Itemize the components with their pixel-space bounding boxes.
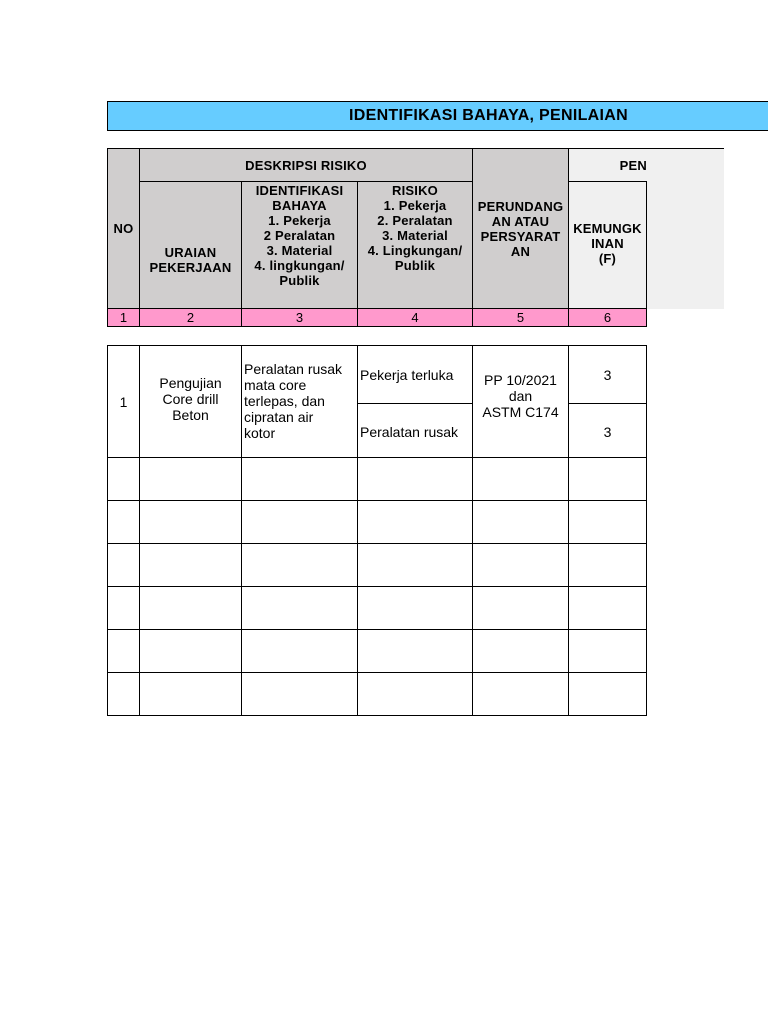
header-risiko-line: 1. Pekerja <box>383 198 447 213</box>
header-perundangan <box>472 148 569 309</box>
row-perundangan-line: ASTM C174 <box>482 403 559 420</box>
row-uraian-line: Beton <box>172 406 209 423</box>
row-perundangan <box>472 345 569 458</box>
empty-cell <box>139 500 242 544</box>
empty-cell <box>241 543 358 587</box>
empty-cell <box>357 672 473 716</box>
empty-cell <box>107 543 140 587</box>
row-bahaya-line: terlepas, dan <box>244 393 325 409</box>
header-bahaya-line: BAHAYA <box>272 198 327 213</box>
empty-cell <box>472 543 569 587</box>
row-uraian-line: Core drill <box>162 390 219 407</box>
empty-cell <box>357 500 473 544</box>
column-number-text: 1 <box>119 310 128 325</box>
empty-cell <box>241 586 358 630</box>
empty-cell <box>107 500 140 544</box>
header-kemungkinan-line: INAN <box>591 236 624 251</box>
header-deskripsi-risiko <box>139 148 473 182</box>
header-uraian-pekerjaan <box>139 181 242 309</box>
header-risiko-line: RISIKO <box>392 183 438 198</box>
row-kemungkinan-text: 3 <box>603 367 612 383</box>
empty-cell <box>568 543 647 587</box>
row-bahaya-line: mata core <box>244 377 307 393</box>
header-penilaian-label: PEN <box>619 157 647 173</box>
empty-cell <box>568 457 647 501</box>
empty-cell <box>568 629 647 673</box>
row-risiko-1 <box>357 345 473 404</box>
empty-cell <box>568 586 647 630</box>
header-bahaya-line: 3. Material <box>266 243 333 258</box>
column-number <box>568 308 647 327</box>
header-perundangan-line: AN ATAU <box>491 213 550 229</box>
row-perundangan-line: PP 10/2021 <box>484 371 557 388</box>
column-number <box>107 308 140 327</box>
column-number <box>241 308 358 327</box>
empty-cell <box>568 500 647 544</box>
header-no-label: NO <box>113 221 134 236</box>
empty-cell <box>472 672 569 716</box>
row-uraian-pekerjaan <box>139 345 242 458</box>
header-kemungkinan-line: KEMUNGK <box>573 221 642 236</box>
header-identifikasi-bahaya <box>241 181 358 309</box>
empty-cell <box>568 672 647 716</box>
empty-cell <box>107 457 140 501</box>
document-title <box>107 101 768 131</box>
header-kemungkinan <box>568 181 647 309</box>
row-uraian-line: Pengujian <box>159 374 222 391</box>
row-risiko-text: Peralatan rusak <box>360 424 459 440</box>
column-number-text: 4 <box>411 310 419 325</box>
empty-cell <box>241 500 358 544</box>
column-number-text: 5 <box>516 310 525 325</box>
header-bahaya-line: 4. lingkungan/ <box>254 258 345 273</box>
empty-cell <box>107 586 140 630</box>
empty-cell <box>357 457 473 501</box>
header-risiko <box>357 181 473 309</box>
empty-cell <box>241 629 358 673</box>
row-perundangan-line: dan <box>508 387 533 404</box>
row-no-text: 1 <box>119 393 128 410</box>
row-risiko-2 <box>357 403 473 458</box>
header-risiko-line: 2. Peralatan <box>377 213 453 228</box>
empty-cell <box>472 586 569 630</box>
document-title-text: IDENTIFIKASI BAHAYA, PENILAIAN <box>349 107 628 124</box>
header-risiko-line: 4. Lingkungan/ <box>367 243 463 258</box>
empty-cell <box>472 629 569 673</box>
header-perundangan-line: PERSYARAT <box>480 228 561 244</box>
empty-cell <box>139 457 242 501</box>
empty-cell <box>357 586 473 630</box>
header-kemungkinan-line: (F) <box>598 251 617 266</box>
empty-cell <box>139 543 242 587</box>
row-kemungkinan-1 <box>568 345 647 404</box>
column-number-text: 6 <box>603 310 612 325</box>
row-kemungkinan-2 <box>568 403 647 458</box>
header-risiko-line: 3. Material <box>382 228 448 243</box>
row-identifikasi-bahaya <box>241 345 358 458</box>
header-bahaya-line: 2 Peralatan <box>263 228 336 243</box>
empty-cell <box>241 672 358 716</box>
column-number <box>139 308 242 327</box>
header-uraian-line: URAIAN <box>164 245 217 260</box>
empty-cell <box>472 500 569 544</box>
header-deskripsi-risiko-label: DESKRIPSI RISIKO <box>245 157 367 173</box>
header-no <box>107 148 140 309</box>
empty-cell <box>139 586 242 630</box>
empty-cell <box>139 672 242 716</box>
column-number-text: 2 <box>186 310 195 325</box>
empty-cell <box>139 629 242 673</box>
empty-cell <box>241 457 358 501</box>
column-number-text: 3 <box>295 310 304 325</box>
column-number <box>472 308 569 327</box>
header-risiko-line: Publik <box>394 258 436 273</box>
header-bahaya-line: 1. Pekerja <box>268 213 331 228</box>
empty-cell <box>357 543 473 587</box>
row-risiko-text: Pekerja terluka <box>360 367 454 383</box>
empty-cell <box>107 672 140 716</box>
row-bahaya-line: Peralatan rusak <box>244 361 343 377</box>
row-bahaya-line: cipratan air <box>244 409 314 425</box>
row-kemungkinan-text: 3 <box>603 424 612 440</box>
header-bahaya-line: Publik <box>279 273 320 288</box>
empty-cell <box>357 629 473 673</box>
column-number <box>357 308 473 327</box>
header-uraian-line: PEKERJAAN <box>149 260 232 275</box>
empty-cell <box>472 457 569 501</box>
empty-cell <box>107 629 140 673</box>
header-bahaya-line: IDENTIFIKASI <box>255 183 344 198</box>
header-perundangan-line: AN <box>510 243 531 259</box>
row-bahaya-line: kotor <box>244 425 276 441</box>
row-no <box>107 345 140 458</box>
header-perundangan-line: PERUNDANG <box>477 198 564 214</box>
header-penilaian <box>568 148 647 182</box>
